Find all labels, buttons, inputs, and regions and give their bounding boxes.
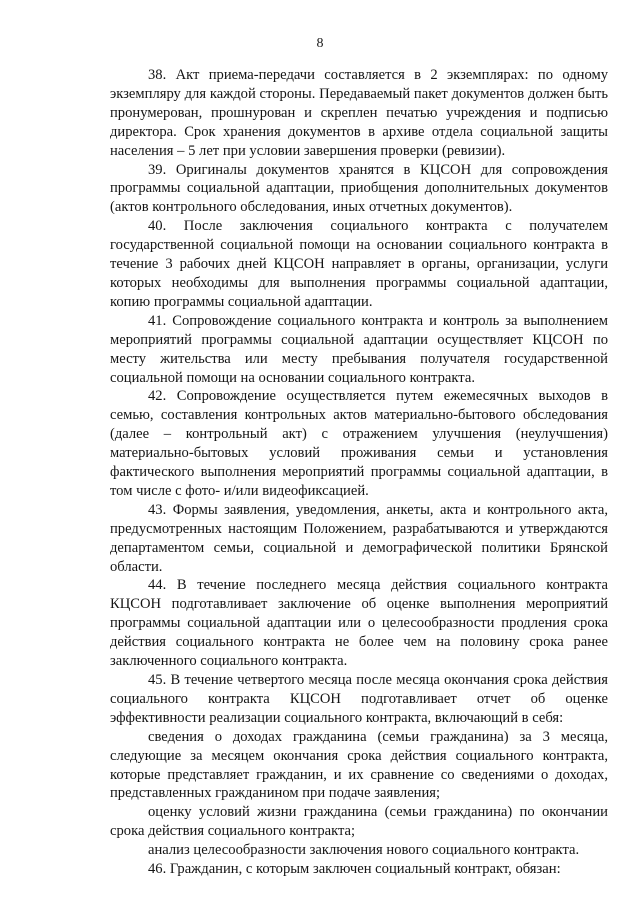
list-item-income-info: сведения о доходах гражданина (семьи гражданина) за 3 месяца, следующие за месяцем окончания срока действия социального контракта, которые представляет гражданин, и их сравнение со сведениями о доходах, представленных гражданином при подаче заявления; — [110, 728, 608, 802]
paragraph-42: 42. Сопровождение осуществляется путем ежемесячных выходов в семью, составления контрольных актов материально-бытового обследования (далее – контрольный акт) с отражением улучшения (неулучшения) материально-бытовых условий проживания семьи и установления фактического выполнения мероприятий программы социальной адаптации, в том числе с фото- и/или видеофиксацией. — [110, 388, 608, 499]
paragraph-46: 46. Гражданин, с которым заключен социальный контракт, обязан: — [148, 861, 561, 878]
paragraph-38: 38. Акт приема-передачи составляется в 2 экземплярах: по одному экземпляру для каждой стороны. Передаваемый пакет документов должен быть пронумерован, прошнурован и скреплен печатью учреждения и подписью директора. Срок хранения документов в архиве отдела социальной защиты населения – 5 лет при условии завершения проверки (ревизии). — [110, 67, 608, 159]
list-item-living-conditions: оценку условий жизни гражданина (семьи гражданина) по окончании срока действия социального контракта; — [110, 804, 608, 840]
list-item-new-contract-analysis: анализ целесообразности заключения нового социального контракта. — [148, 842, 580, 859]
paragraph-39: 39. Оригиналы документов хранятся в КЦСОН для сопровождения программы социальной адаптации, приобщения дополнительных документов (актов контрольного обследования, иных отчетных документов). — [110, 161, 608, 216]
page-number: 8 — [316, 36, 324, 51]
document-body — [110, 66, 608, 879]
paragraph-40: 40. После заключения социального контракта с получателем государственной социальной помощи на основании социального контракта в течение 3 рабочих дней КЦСОН направляет в органы, организации, услуги которых необходимы для выполнения программы социальной адаптации, копию программы социальной адаптации. — [110, 218, 608, 310]
paragraph-41: 41. Сопровождение социального контракта и контроль за выполнением мероприятий программы социальной адаптации осуществляет КЦСОН по месту жительства или месту пребывания получателя государственной социальной помощи на основании социального контракта. — [110, 312, 608, 386]
paragraph-43: 43. Формы заявления, уведомления, анкеты, акта и контрольного акта, предусмотренных настоящим Положением, разрабатываются и утверждаются департаментом семьи, социальной и демографической политики Брянской области. — [110, 501, 608, 575]
paragraph-44: 44. В течение последнего месяца действия социального контракта КЦСОН подготавливает заключение об оценке выполнения мероприятий программы социальной адаптации или о целесообразности продления срока действия социального контракта не более чем на половину срока ранее заключенного социального контракта. — [110, 577, 608, 670]
paragraph-45: 45. В течение четвертого месяца после месяца окончания срока действия социального контракта КЦСОН подготавливает отчет об оценке эффективности реализации социального контракта, включающий в себя: — [110, 672, 608, 726]
